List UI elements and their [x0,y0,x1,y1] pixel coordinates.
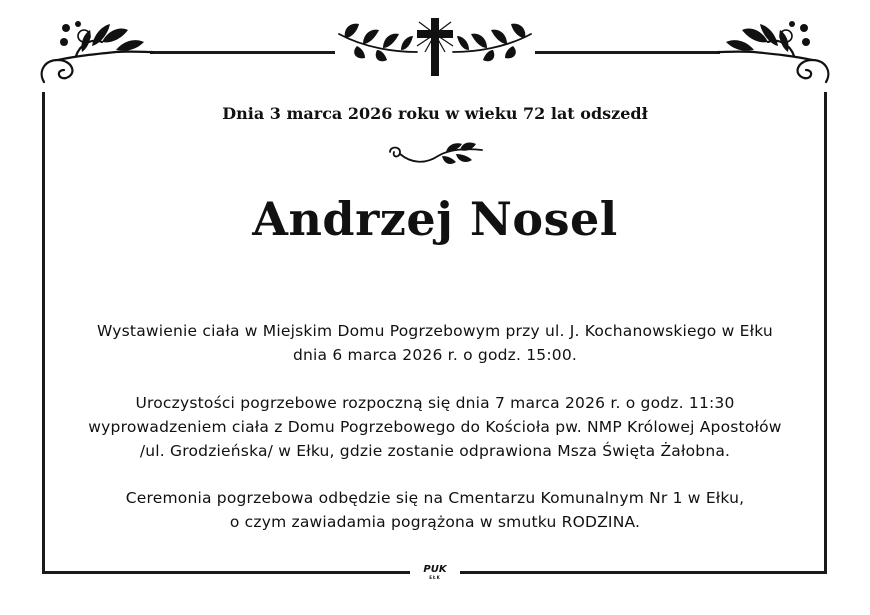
burial-paragraph [0,486,870,534]
leaf-swirl-icon [386,142,486,168]
cross-with-branches-icon [335,12,535,82]
notice-headline: Dnia 3 marca 2026 roku w wieku 72 lat odszedł [222,104,648,123]
floral-swirl-icon [714,16,834,86]
deceased-name: Andrzej Nosel [252,192,618,246]
viewing-line: dnia 6 marca 2026 r. o godz. 15:00. [292,346,578,364]
ceremony-line: wyprowadzeniem ciała z Domu Pogrzebowego do Kościoła pw. NMP Królowej Apostołów [88,418,782,436]
frame-top-line-left [150,51,335,54]
company-logo [416,564,454,580]
ceremony-paragraph [0,391,870,463]
ceremony-line: Uroczystości pogrzebowe rozpoczną się dnia 7 marca 2026 r. o godz. 11:30 [135,394,735,412]
frame-top-line-right [535,51,720,54]
ceremony-line: /ul. Grodzieńska/ w Ełku, gdzie zostanie odprawiona Msza Święta Żałobna. [139,442,731,460]
viewing-paragraph [0,319,870,367]
viewing-line: Wystawienie ciała w Miejskim Domu Pogrzebowym przy ul. J. Kochanowskiego w Ełku [97,322,773,340]
floral-swirl-icon [36,16,156,86]
frame-bottom-border-right [460,571,827,574]
burial-line: Ceremonia pogrzebowa odbędzie się na Cmentarzu Komunalnym Nr 1 w Ełku, [125,489,745,507]
burial-line: o czym zawiadamia pogrążona w smutku RODZINA. [229,513,641,531]
logo-sub-text: EŁK [429,575,441,580]
frame-bottom-border-left [42,571,410,574]
logo-main-text: PUK [423,564,447,575]
